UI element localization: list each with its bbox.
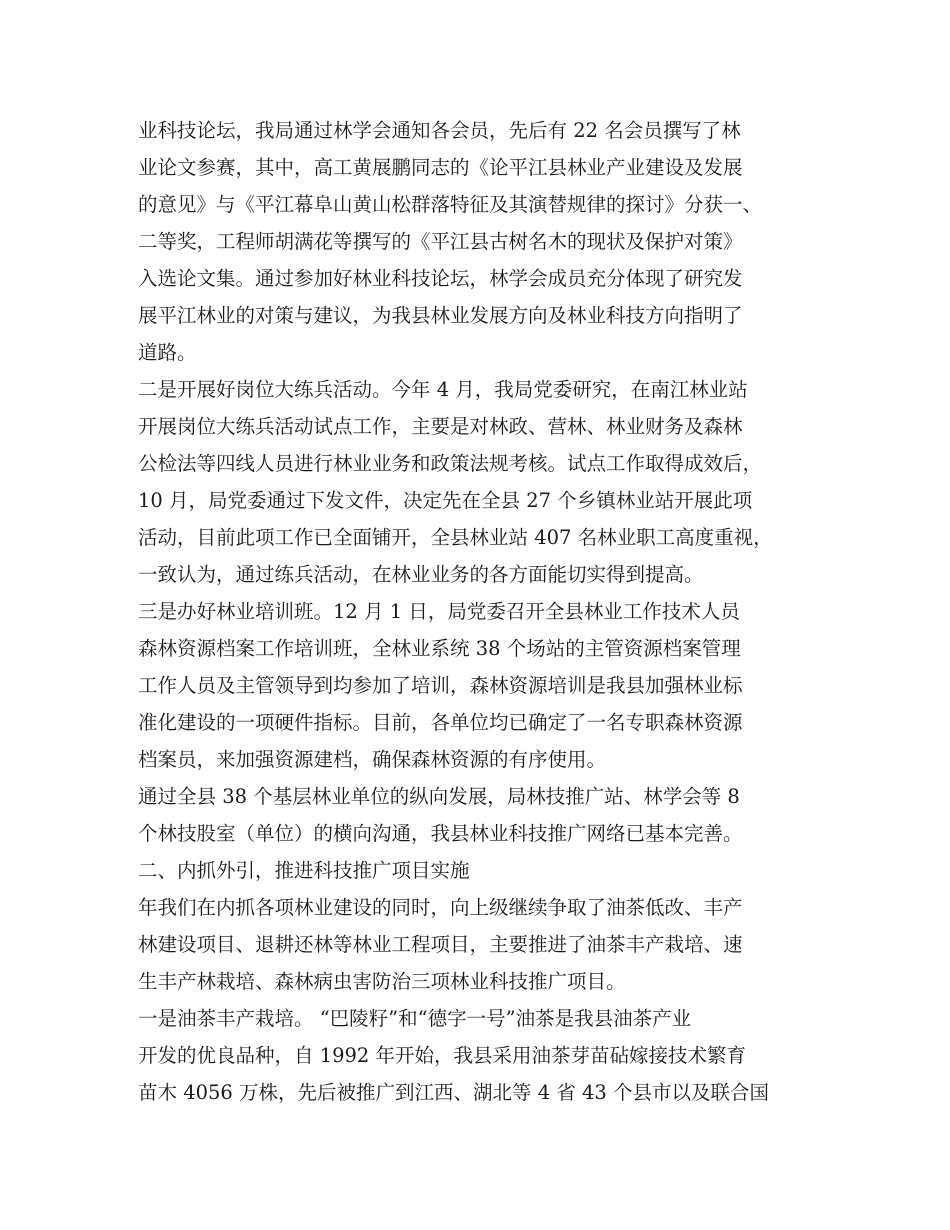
text-line: 开发的优良品种，自 1992 年开始，我县采用油茶芽苗砧嫁接技术繁育 <box>138 1044 747 1067</box>
text-line: 业科技论坛，我局通过林学会通知各会员，先后有 22 名会员撰写了林 <box>138 119 741 142</box>
text-line: 入选论文集。通过参加好林业科技论坛，林学会成员充分体现了研究发 <box>138 267 743 290</box>
text-line: 森林资源档案工作培训班，全林业系统 38 个场站的主管资源档案管理 <box>138 637 741 660</box>
text-line: 10 月，局党委通过下发文件，决定先在全县 27 个乡镇林业站开展此项 <box>138 489 753 512</box>
text-line: 通过全县 38 个基层林业单位的纵向发展，局林技推广站、林学会等 8 <box>138 785 740 808</box>
text-line: 苗木 4056 万株，先后被推广到江西、湖北等 4 省 43 个县市以及联合国 <box>138 1081 770 1104</box>
text-line: 业论文参赛，其中，高工黄展鹏同志的《论平江县林业产业建设及发展 <box>138 156 743 179</box>
text-line: 个林技股室（单位）的横向沟通，我县林业科技推广网络已基本完善。 <box>138 822 743 845</box>
text-line: 开展岗位大练兵活动试点工作，主要是对林政、营林、林业财务及森林 <box>138 415 743 438</box>
text-line: 准化建设的一项硬件指标。目前，各单位均已确定了一名专职森林资源 <box>138 711 743 734</box>
text-line: 二等奖，工程师胡满花等撰写的《平江县古树名木的现状及保护对策》 <box>138 230 743 253</box>
text-line: 公检法等四线人员进行林业业务和政策法规考核。试点工作取得成效后， <box>138 452 763 475</box>
text-line: 一是油茶丰产栽培。 “巴陵籽”和“德字一号”油茶是我县油茶产业 <box>138 1007 692 1030</box>
text-line: 活动，目前此项工作已全面铺开，全县林业站 407 名林业职工高度重视， <box>138 526 773 549</box>
text-line: 道路。 <box>138 341 197 364</box>
text-line: 档案员，来加强资源建档，确保森林资源的有序使用。 <box>138 748 607 771</box>
text-line: 一致认为，通过练兵活动，在林业业务的各方面能切实得到提高。 <box>138 563 704 586</box>
text-line: 二是开展好岗位大练兵活动。今年 4 月，我局党委研究，在南江林业站 <box>138 378 748 401</box>
text-line: 生丰产林栽培、森林病虫害防治三项林业科技推广项目。 <box>138 970 626 993</box>
text-line: 林建设项目、退耕还林等林业工程项目，主要推进了油茶丰产栽培、速 <box>138 933 743 956</box>
document-body <box>138 112 828 1111</box>
text-line: 展平江林业的对策与建议，为我县林业发展方向及林业科技方向指明了 <box>138 304 743 327</box>
text-line: 的意见》与《平江幕阜山黄山松群落特征及其演替规律的探讨》分获一、 <box>138 193 763 216</box>
text-line: 年我们在内抓各项林业建设的同时，向上级继续争取了油茶低改、丰产 <box>138 896 743 919</box>
text-line: 工作人员及主管领导到均参加了培训，森林资源培训是我县加强林业标 <box>138 674 743 697</box>
text-line: 三是办好林业培训班。12 月 1 日，局党委召开全县林业工作技术人员 <box>138 600 740 623</box>
section-heading: 二、内抓外引，推进科技推广项目实施 <box>138 859 470 882</box>
